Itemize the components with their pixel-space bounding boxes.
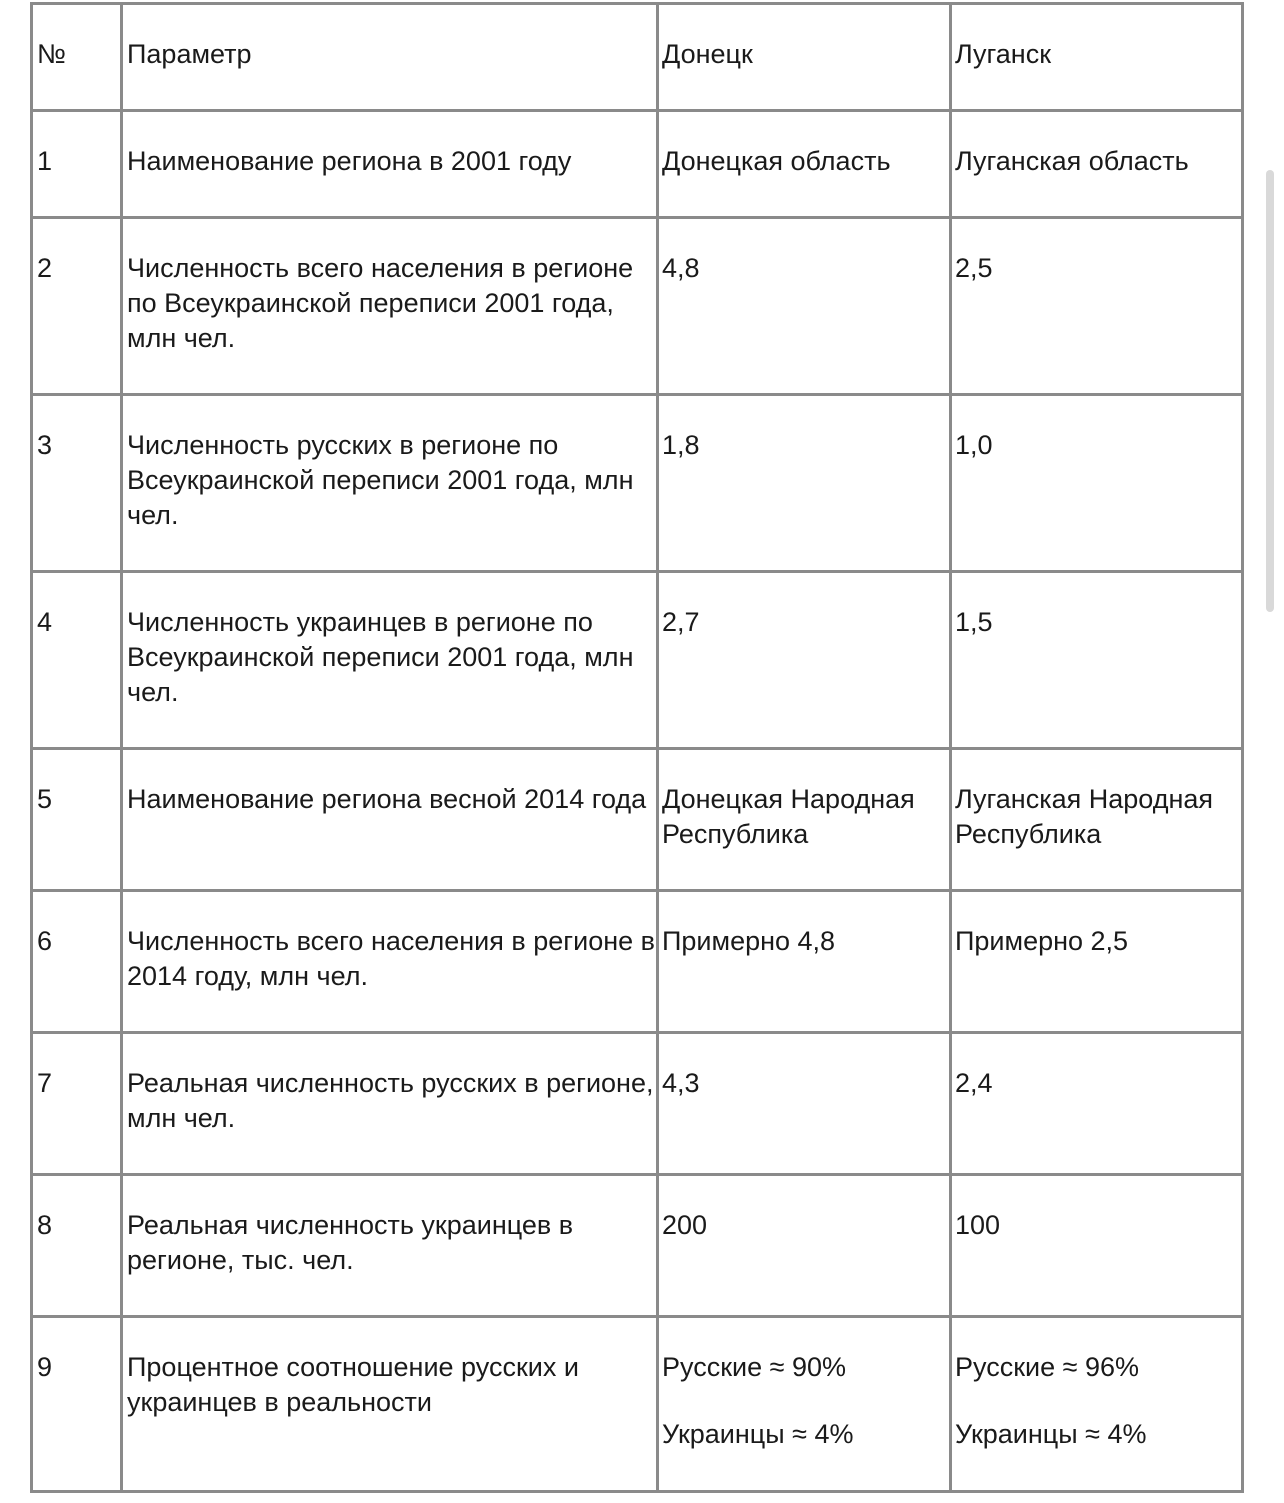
row-lugansk: [951, 891, 1243, 1033]
table-row: [32, 1317, 1243, 1492]
header-row: [32, 4, 1243, 111]
row-num: 6: [32, 891, 122, 1033]
header-num: №: [32, 4, 122, 111]
row-num: 4: [32, 572, 122, 749]
row-lugansk: [951, 395, 1243, 572]
cell-value: Примерно 4,8: [662, 926, 836, 956]
row-param: Численность всего населения в регионе по Всеукраинской переписи 2001 года, млн чел.: [122, 218, 658, 395]
row-lugansk: [951, 111, 1243, 218]
row-param: Наименование региона весной 2014 года: [122, 749, 658, 891]
row-lugansk: [951, 218, 1243, 395]
row-donetsk: [658, 1175, 951, 1317]
table-row: [32, 395, 1243, 572]
cell-value: Донецкая Народная Республика: [662, 784, 915, 849]
row-param: Процентное соотношение русских и украинцев в реальности: [122, 1317, 658, 1492]
cell-value: Украинцы ≈ 4%: [662, 1419, 854, 1449]
table-row: [32, 218, 1243, 395]
row-num: 2: [32, 218, 122, 395]
row-donetsk: [658, 111, 951, 218]
row-donetsk: [658, 749, 951, 891]
row-num: 3: [32, 395, 122, 572]
row-param: Реальная численность русских в регионе, млн чел.: [122, 1033, 658, 1175]
row-lugansk: [951, 1317, 1243, 1492]
cell-value: Русские ≈ 96%: [955, 1352, 1139, 1382]
row-num: 9: [32, 1317, 122, 1492]
cell-value: Луганская Народная Республика: [955, 784, 1214, 849]
cell-value: Примерно 2,5: [955, 926, 1129, 956]
row-lugansk: [951, 749, 1243, 891]
header-lugansk: Луганск: [951, 4, 1243, 111]
cell-value: 2,4: [955, 1068, 993, 1098]
data-table: [30, 2, 1244, 1493]
row-lugansk: [951, 1175, 1243, 1317]
cell-value: Луганская область: [955, 146, 1189, 176]
row-donetsk: [658, 572, 951, 749]
table-row: [32, 749, 1243, 891]
row-donetsk: [658, 891, 951, 1033]
row-donetsk: [658, 1033, 951, 1175]
header-donetsk: Донецк: [658, 4, 951, 111]
row-lugansk: [951, 1033, 1243, 1175]
header-param: Параметр: [122, 4, 658, 111]
table-row: [32, 891, 1243, 1033]
cell-value: Русские ≈ 90%: [662, 1352, 846, 1382]
cell-value: 100: [955, 1210, 1001, 1240]
row-num: 8: [32, 1175, 122, 1317]
row-donetsk: [658, 1317, 951, 1492]
cell-value: 1,0: [955, 430, 993, 460]
cell-value: 2,5: [955, 253, 993, 283]
cell-value: 4,8: [662, 253, 700, 283]
row-param: Численность русских в регионе по Всеукраинской переписи 2001 года, млн чел.: [122, 395, 658, 572]
row-param: Наименование региона в 2001 году: [122, 111, 658, 218]
cell-value: 1,5: [955, 607, 993, 637]
cell-value: 200: [662, 1210, 708, 1240]
cell-value: 1,8: [662, 430, 700, 460]
row-param: Реальная численность украинцев в регионе, тыс. чел.: [122, 1175, 658, 1317]
cell-value: Донецкая область: [662, 146, 891, 176]
table-row: [32, 572, 1243, 749]
table-row: [32, 111, 1243, 218]
row-donetsk: [658, 218, 951, 395]
row-num: 5: [32, 749, 122, 891]
row-num: 1: [32, 111, 122, 218]
cell-value: 4,3: [662, 1068, 700, 1098]
row-num: 7: [32, 1033, 122, 1175]
table-row: [32, 1033, 1243, 1175]
row-lugansk: [951, 572, 1243, 749]
cell-value: 2,7: [662, 607, 700, 637]
vertical-scrollbar[interactable]: [1266, 170, 1274, 612]
row-donetsk: [658, 395, 951, 572]
row-param: Численность украинцев в регионе по Всеукраинской переписи 2001 года, млн чел.: [122, 572, 658, 749]
table-row: [32, 1175, 1243, 1317]
cell-value: Украинцы ≈ 4%: [955, 1419, 1147, 1449]
row-param: Численность всего населения в регионе в 2014 году, млн чел.: [122, 891, 658, 1033]
